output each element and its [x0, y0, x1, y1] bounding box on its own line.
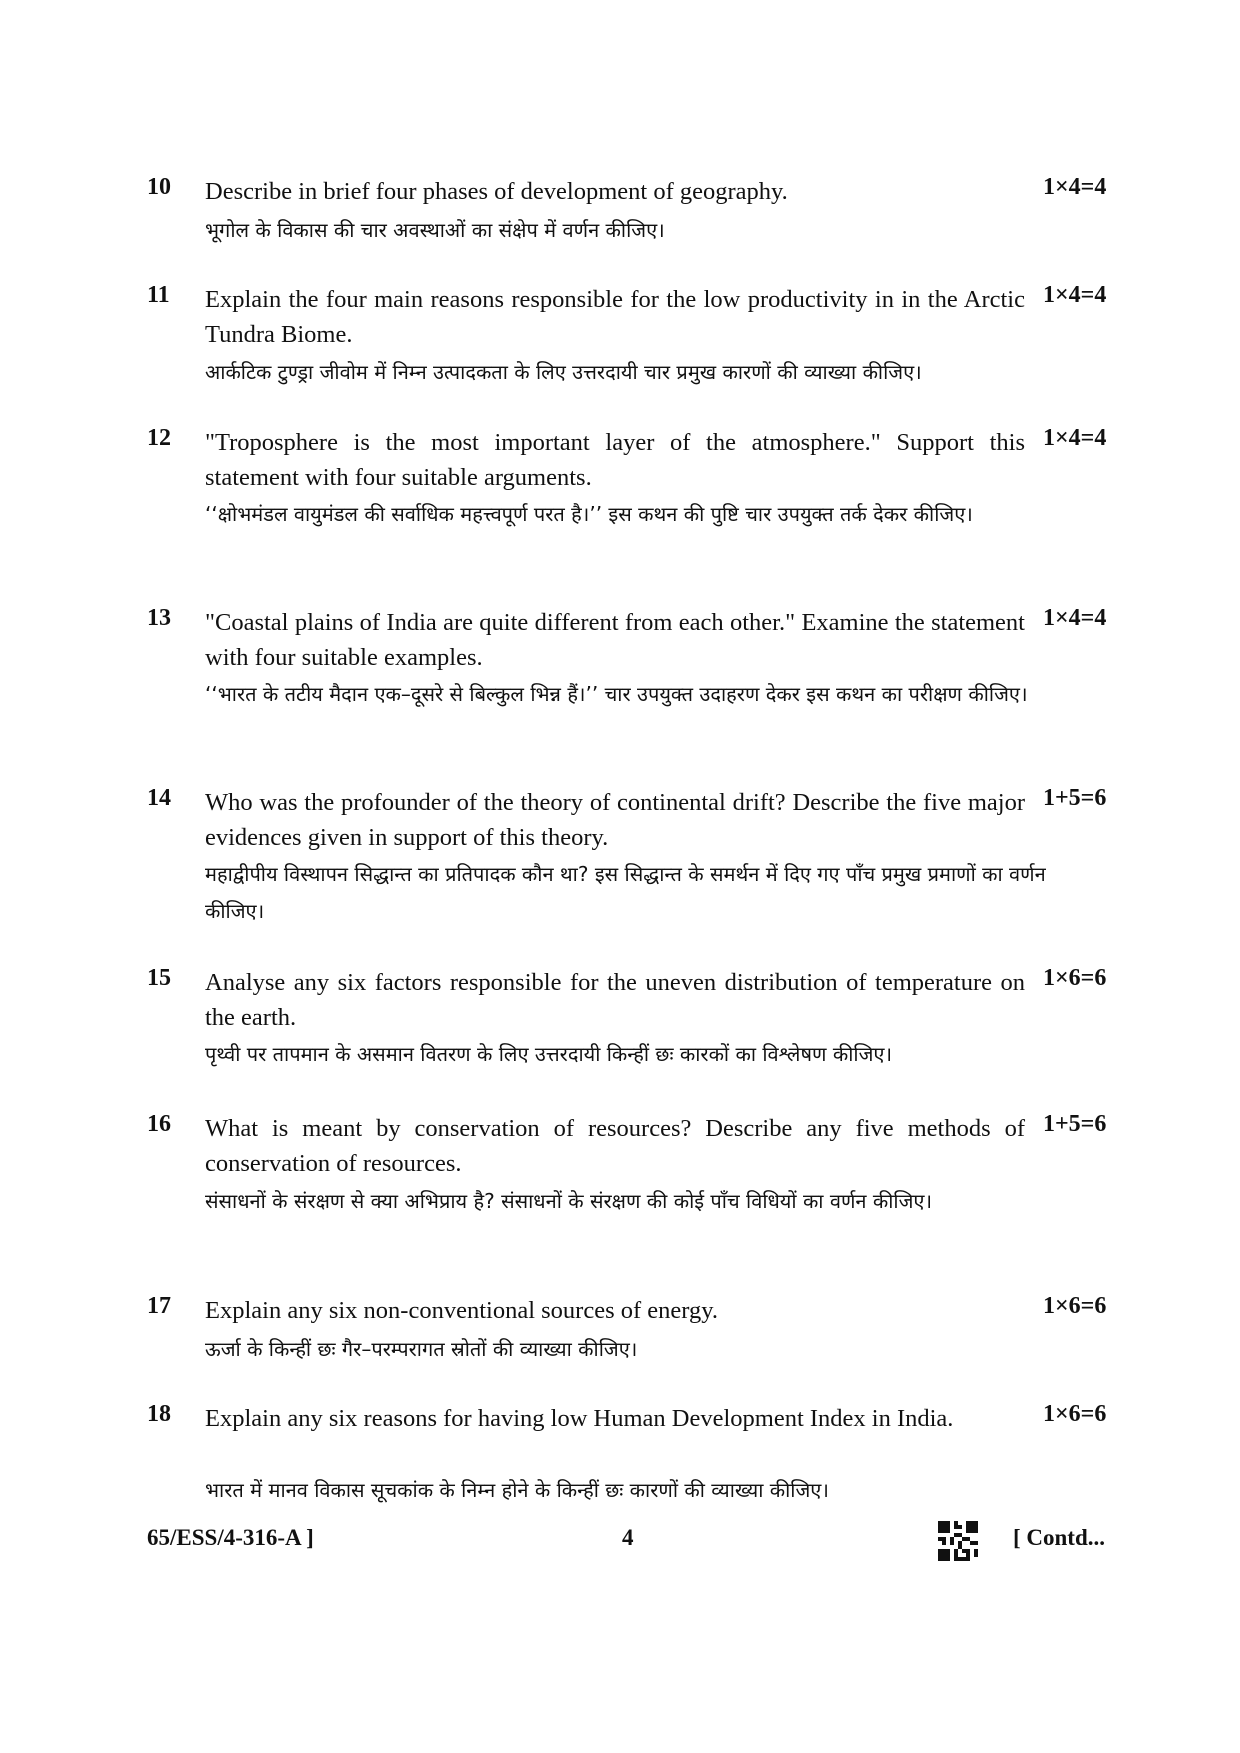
question-number: 15 — [147, 965, 171, 991]
question-number: 18 — [147, 1401, 171, 1427]
question-marks: 1×6=6 — [1043, 965, 1107, 991]
question-text-hindi: भारत में मानव विकास सूचकांक के निम्न होने के किन्हीं छः कारणों की व्याख्या कीजिए। — [205, 1478, 829, 1502]
question-number: 17 — [147, 1293, 171, 1319]
question-text-english: Describe in brief four phases of development of geography. — [205, 178, 788, 205]
qr-code-icon — [938, 1521, 978, 1561]
question-text-english: Explain any six non-conventional sources of energy. — [205, 1297, 719, 1324]
question-text-english: "Troposphere is the most important layer of the atmosphere." Support this statement with four suitable arguments. — [205, 429, 1025, 491]
question-marks: 1×4=4 — [1043, 425, 1107, 451]
question-text-hindi: संसाधनों के संरक्षण से क्या अभिप्राय है? संसाधनों के संरक्षण की कोई पाँच विधियों का वर्णन कीजिए। — [205, 1189, 933, 1213]
question-10 — [0, 174, 1240, 294]
page-footer — [0, 1525, 1240, 1565]
question-15 — [0, 965, 1240, 1085]
question-marks: 1×4=4 — [1043, 174, 1107, 200]
question-13 — [0, 605, 1240, 725]
continued-label: [ Contd... — [1013, 1525, 1106, 1550]
question-text-english: Explain any six reasons for having low Human Development Index in India. — [205, 1405, 954, 1432]
question-text-hindi: आर्कटिक टुण्ड्रा जीवोम में निम्न उत्पादकता के लिए उत्तरदायी चार प्रमुख कारणों की व्याख्या कीजिए। — [205, 360, 922, 384]
question-text-hindi: ‘‘क्षोभमंडल वायुमंडल की सर्वाधिक महत्त्वपूर्ण परत है।’’ इस कथन की पुष्टि चार उपयुक्त तर्क देकर कीजिए। — [205, 502, 973, 526]
question-17 — [0, 1293, 1240, 1413]
question-text-hindi: ‘‘भारत के तटीय मैदान एक–दूसरे से बिल्कुल भिन्न हैं।’’ चार उपयुक्त उदाहरण देकर इस कथन का परीक्षण कीजिए। — [205, 682, 1028, 706]
question-number: 13 — [147, 605, 171, 631]
question-text-hindi: ऊर्जा के किन्हीं छः गैर–परम्परागत स्रोतों की व्याख्या कीजिए। — [205, 1337, 638, 1361]
question-16 — [0, 1111, 1240, 1231]
question-text-hindi: भूगोल के विकास की चार अवस्थाओं का संक्षेप में वर्णन कीजिए। — [205, 218, 665, 242]
question-number: 10 — [147, 174, 171, 200]
question-text-english: What is meant by conservation of resources? Describe any five methods of conservation of resources. — [205, 1115, 1025, 1177]
question-number: 16 — [147, 1111, 171, 1137]
question-number: 14 — [147, 785, 171, 811]
question-marks: 1×6=6 — [1043, 1401, 1107, 1427]
question-text-english: "Coastal plains of India are quite different from each other." Examine the statement with four suitable examples. — [205, 609, 1025, 671]
question-text-english: Who was the profounder of the theory of continental drift? Describe the five major evidences given in support of this theory. — [205, 789, 1025, 851]
question-marks: 1×4=4 — [1043, 282, 1107, 308]
paper-code: 65/ESS/4-316-A ] — [147, 1525, 314, 1550]
question-marks: 1×4=4 — [1043, 605, 1107, 631]
question-marks: 1+5=6 — [1043, 1111, 1107, 1137]
question-12 — [0, 425, 1240, 545]
question-text-hindi: महाद्वीपीय विस्थापन सिद्धान्त का प्रतिपादक कौन था? इस सिद्धान्त के समर्थन में दिए गए पाँच प्रमुख प्रमाणों का वर्णन कीजिए। — [205, 862, 1046, 923]
page-number: 4 — [622, 1525, 634, 1550]
question-text-english: Explain the four main reasons responsible for the low productivity in in the Arctic Tundra Biome. — [205, 286, 1025, 348]
question-text-english: Analyse any six factors responsible for the uneven distribution of temperature on the earth. — [205, 969, 1025, 1031]
question-number: 11 — [147, 282, 170, 308]
question-marks: 1+5=6 — [1043, 785, 1107, 811]
question-marks: 1×6=6 — [1043, 1293, 1107, 1319]
question-number: 12 — [147, 425, 171, 451]
question-18 — [0, 1401, 1240, 1521]
question-14 — [0, 785, 1240, 923]
question-11 — [0, 282, 1240, 402]
question-text-hindi: पृथ्वी पर तापमान के असमान वितरण के लिए उत्तरदायी किन्हीं छः कारकों का विश्लेषण कीजिए। — [205, 1042, 893, 1066]
